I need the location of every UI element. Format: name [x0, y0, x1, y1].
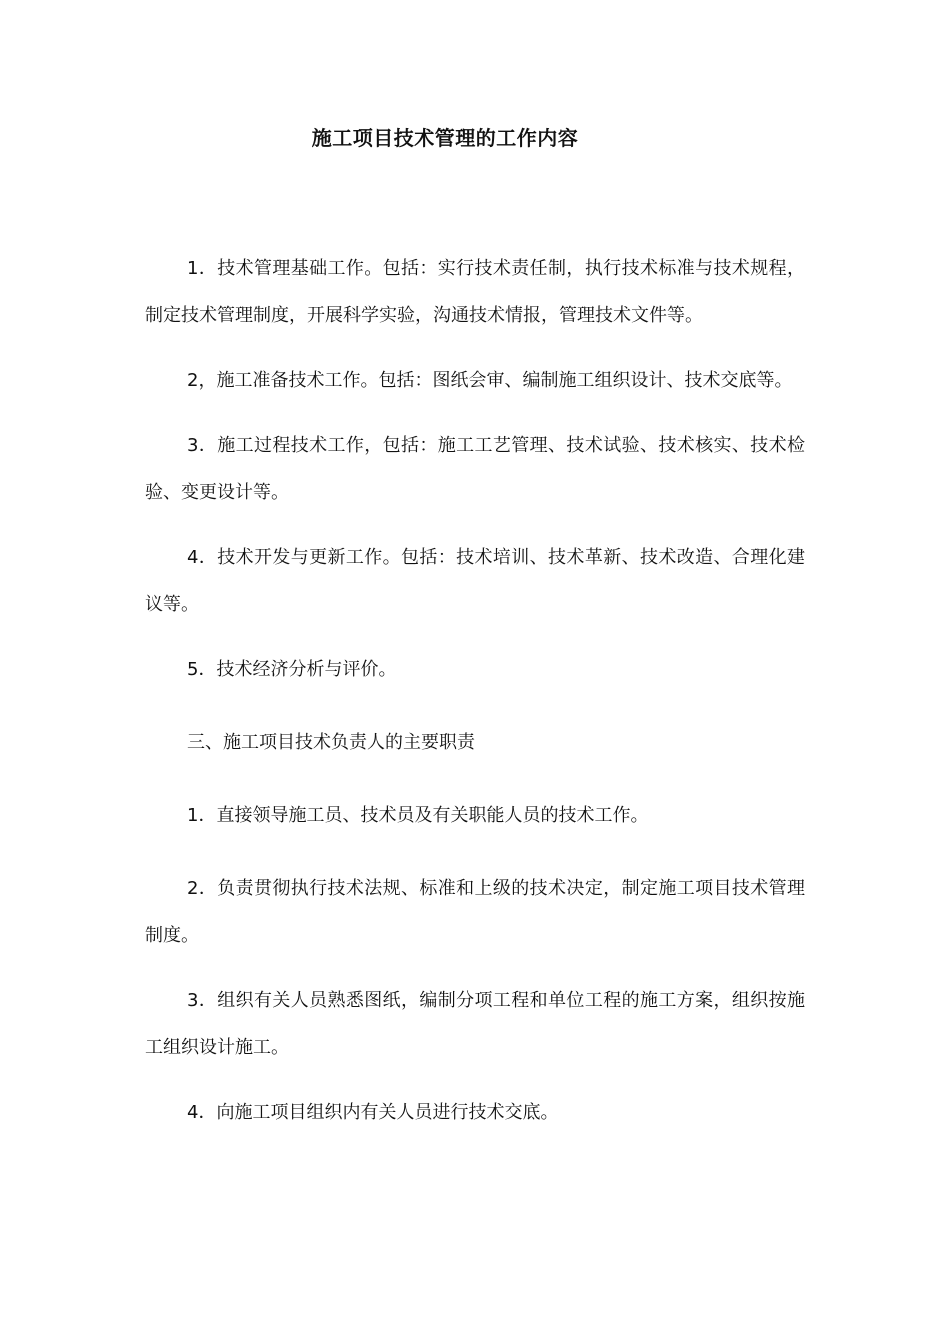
paragraph-economic-analysis: 5．技术经济分析与评价。: [187, 659, 397, 680]
paragraph-duty-4: 4．向施工项目组织内有关人员进行技术交底。: [187, 1102, 559, 1123]
paragraph-tech-development: 4．技术开发与更新工作。包括：技术培训、技术革新、技术改造、合理化建议等。: [145, 547, 805, 615]
paragraph-construction-prep: 2，施工准备技术工作。包括：图纸会审、编制施工组织设计、技术交底等。: [187, 370, 793, 391]
document-body: [145, 245, 805, 1154]
section-heading-responsibilities: 三、施工项目技术负责人的主要职责: [187, 732, 475, 753]
paragraph-construction-process: 3．施工过程技术工作，包括：施工工艺管理、技术试验、技术核实、技术检验、变更设计等。: [145, 435, 805, 503]
document-title: 施工项目技术管理的工作内容: [311, 126, 579, 150]
paragraph-duty-2: 2．负责贯彻执行技术法规、标准和上级的技术决定，制定施工项目技术管理制度。: [145, 878, 805, 946]
paragraph-tech-basic-work: 1．技术管理基础工作。包括：实行技术责任制，执行技术标准与技术规程，制定技术管理制度，开展科学实验，沟通技术情报，管理技术文件等。: [145, 258, 805, 326]
paragraph-duty-1: 1．直接领导施工员、技术员及有关职能人员的技术工作。: [187, 805, 649, 826]
paragraph-duty-3: 3．组织有关人员熟悉图纸，编制分项工程和单位工程的施工方案，组织按施工组织设计施工。: [145, 990, 805, 1058]
